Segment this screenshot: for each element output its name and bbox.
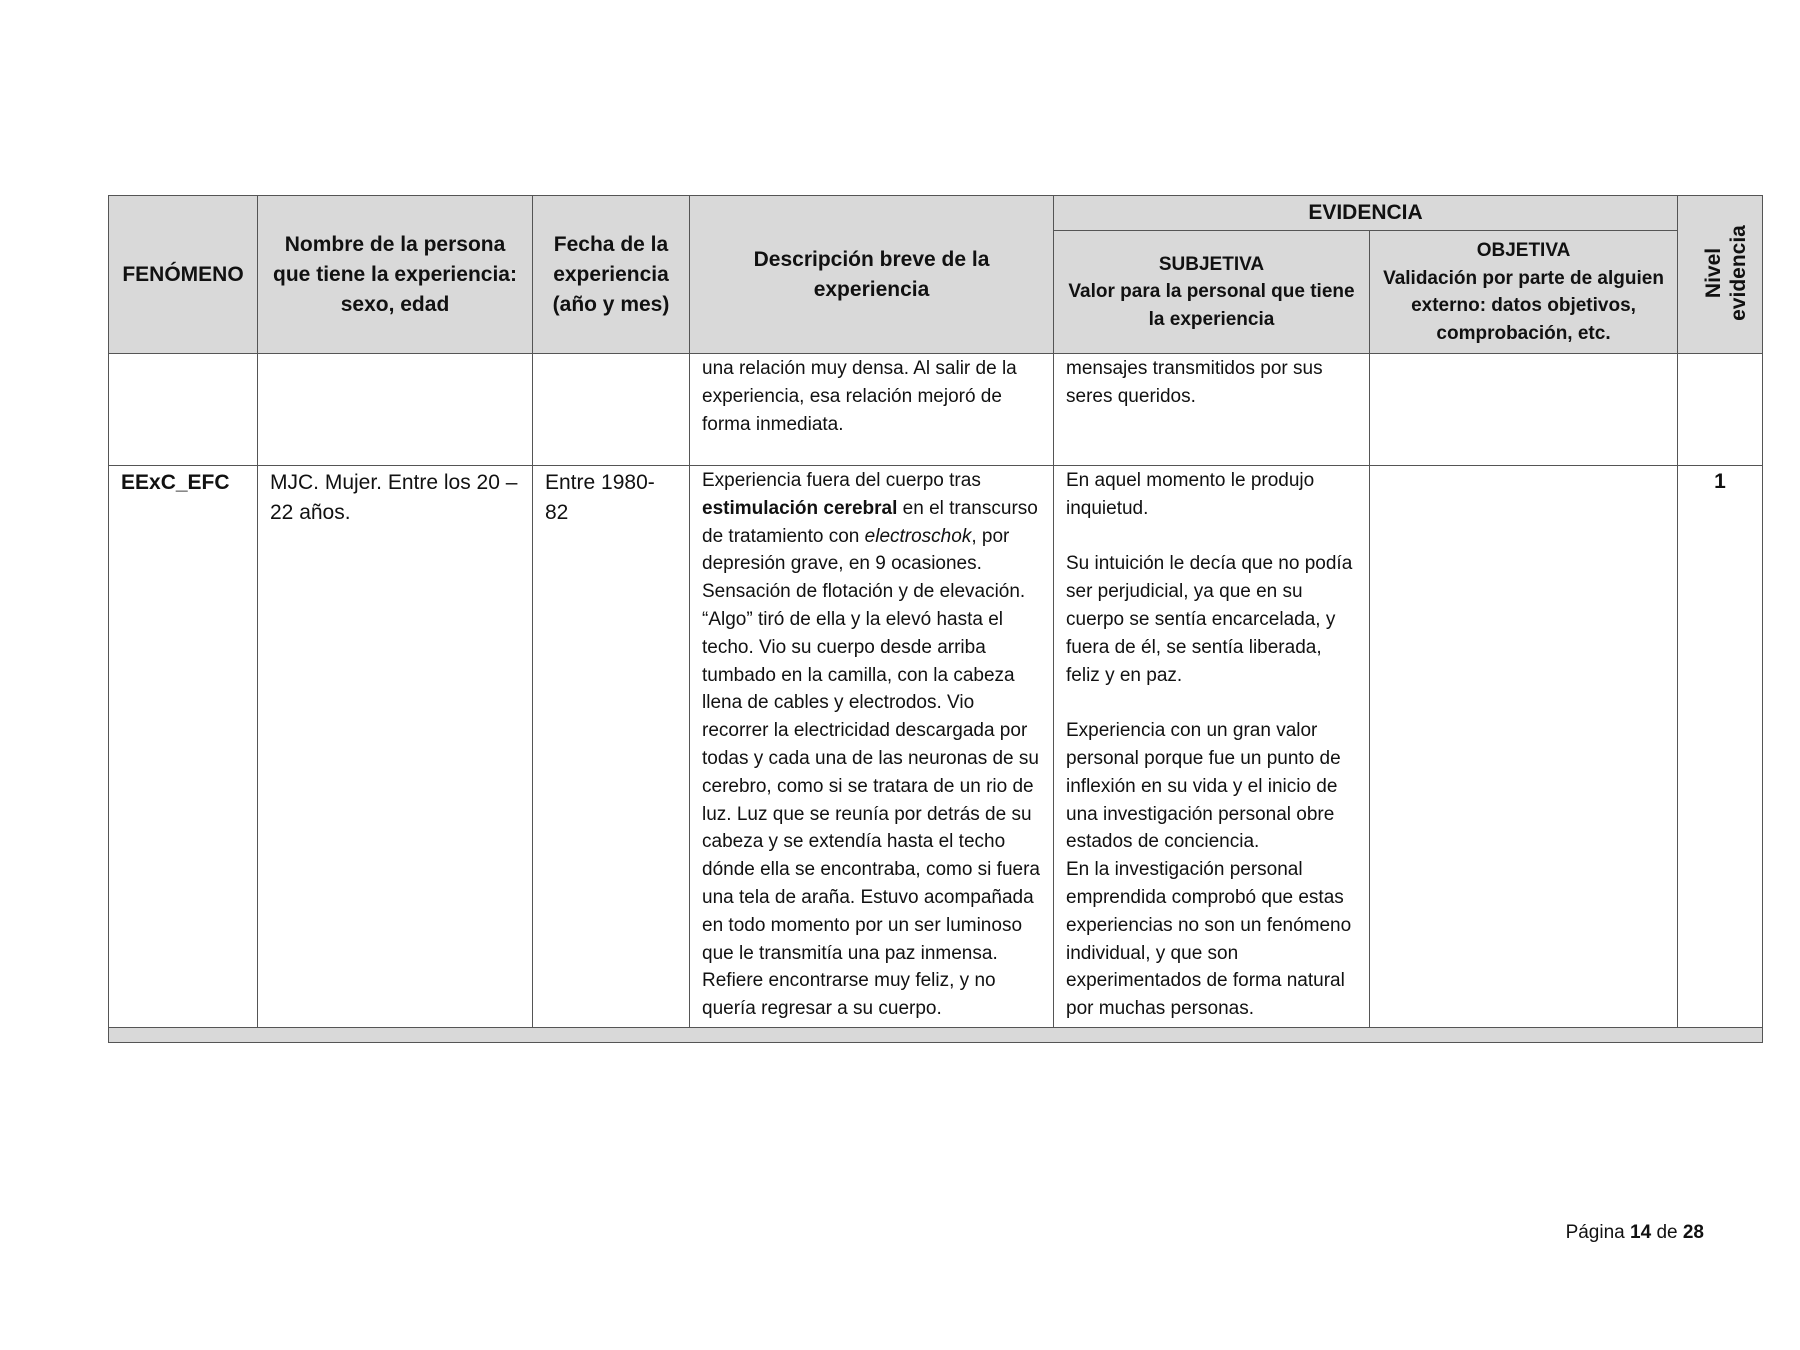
- nivel-evidencia-label: [1701, 225, 1751, 321]
- cell-fenomeno: EExC_EFC: [109, 466, 258, 1028]
- cell-subjetiva: [1054, 466, 1370, 1028]
- descripcion-italic-term: electroschok: [864, 525, 972, 547]
- objetiva-title: OBJETIVA: [1476, 240, 1571, 261]
- cell-nombre-empty: [258, 354, 533, 466]
- header-fenomeno: FENÓMENO: [109, 196, 258, 354]
- page-separator: de: [1656, 1222, 1678, 1243]
- descripcion-text-rest: , por depresión grave, en 9 ocasiones. Sensación de flotación y de elevación. “Algo” tiró de ella y la elevó hasta el techo. Vio su cuerpo desde arriba tumbado en la camilla, con la cabeza llena de cables y electrodos. Vio recorrer la electricidad descargada por todas y cada una de las neuronas de su cerebro, como si se tratara de un rio de luz. Luz que se reunía por detrás de su cabeza y se extendía hasta el techo dónde ella se encontraba, como si fuera una tela de araña. Estuvo acompañada en todo momento por un ser luminoso que le transmitía una paz inmensa. Refiere encontrarse muy feliz, y no quería regresar a su cuerpo.: [702, 525, 1040, 1020]
- header-descripcion: Descripción breve de la experiencia: [690, 196, 1054, 354]
- table-row: [109, 466, 1763, 1028]
- objetiva-description: Validación por parte de alguien externo: datos objetivos, comprobación, etc.: [1383, 267, 1664, 344]
- cell-nivel: 1: [1678, 466, 1763, 1028]
- cell-objetiva: [1370, 466, 1678, 1028]
- cell-fenomeno-empty: [109, 354, 258, 466]
- header-objetiva: [1370, 231, 1678, 354]
- subjetiva-paragraph-1: En aquel momento le produjo inquietud.: [1066, 470, 1315, 519]
- page-prefix: Página: [1565, 1222, 1625, 1243]
- subjetiva-paragraph-4: En la investigación personal emprendida comprobó que estas experiencias no son un fenómeno individual, y que son experimentados de forma natural por muchas personas.: [1066, 859, 1352, 1020]
- cell-nombre: MJC. Mujer. Entre los 20 – 22 años.: [258, 466, 533, 1028]
- cell-fecha: Entre 1980-82: [533, 466, 690, 1028]
- cell-nivel-empty: [1678, 354, 1763, 466]
- nivel-label-line1: Nivel: [1701, 247, 1725, 299]
- header-subjetiva: [1054, 231, 1370, 354]
- total-pages: 28: [1682, 1222, 1704, 1243]
- page-number: [1566, 1222, 1704, 1244]
- cell-fecha-empty: [533, 354, 690, 466]
- header-nivel-evidencia: [1678, 196, 1763, 354]
- descripcion-bold-term: estimulación cerebral: [702, 497, 898, 519]
- subjetiva-title: SUBJETIVA: [1158, 253, 1265, 275]
- descripcion-text-mid: en el transcurso de tratamiento con: [702, 497, 1038, 547]
- subjetiva-paragraph-3: Experiencia con un gran valor personal porque fue un punto de inflexión en su vida y el inicio de una investigación personal obre estados de conciencia.: [1066, 720, 1341, 853]
- header-evidencia: EVIDENCIA: [1054, 196, 1678, 231]
- experience-table: [108, 195, 1763, 1043]
- cell-subjetiva-continued: mensajes transmitidos por sus seres queridos.: [1054, 354, 1370, 466]
- descripcion-text-start: Experiencia fuera del cuerpo tras: [702, 470, 981, 491]
- table-footer-strip: [109, 1027, 1763, 1042]
- subjetiva-paragraph-2: Su intuición le decía que no podía ser perjudicial, ya que en su cuerpo se sentía encarcelada, y fuera de él, se sentía liberada, feliz y en paz.: [1066, 553, 1353, 686]
- current-page: 14: [1630, 1222, 1652, 1243]
- subjetiva-description: Valor para la personal que tiene la experiencia: [1068, 281, 1355, 330]
- header-row: [109, 196, 1763, 231]
- nivel-label-line2: evidencia: [1726, 225, 1750, 321]
- cell-descripcion: [690, 466, 1054, 1028]
- cell-objetiva-empty: [1370, 354, 1678, 466]
- header-fecha: Fecha de la experiencia (año y mes): [533, 196, 690, 354]
- table-row-continued: [109, 354, 1763, 466]
- header-nombre: Nombre de la persona que tiene la experiencia: sexo, edad: [258, 196, 533, 354]
- cell-descripcion-continued: una relación muy densa. Al salir de la experiencia, esa relación mejoró de forma inmediata.: [690, 354, 1054, 466]
